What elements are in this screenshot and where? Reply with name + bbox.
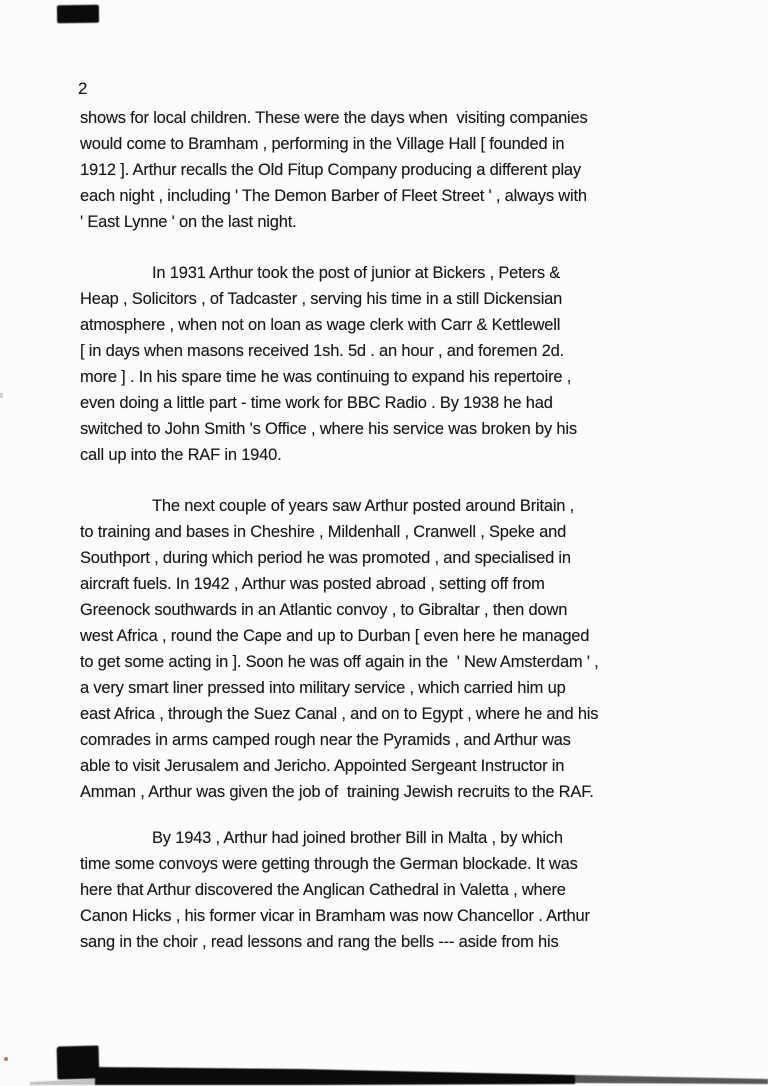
text-line: to training and bases in Cheshire , Mildenhall , Cranwell , Speke and <box>80 523 567 541</box>
paragraph <box>80 105 680 235</box>
text-line: sang in the choir , read lessons and rang the bells --- aside from his <box>80 933 559 951</box>
scan-edge-artifact <box>0 1056 768 1086</box>
paragraph <box>80 825 680 955</box>
text-line: [ in days when masons received 1sh. 5d . an hour , and foremen 2d. <box>80 342 564 360</box>
text-line: east Africa , through the Suez Canal , and on to Egypt , where he and his <box>80 705 599 723</box>
text-line: switched to John Smith 's Office , where his service was broken by his <box>80 420 577 438</box>
text-line: here that Arthur discovered the Anglican Cathedral in Valetta , where <box>80 881 566 899</box>
page-number: 2 <box>78 79 88 98</box>
document-body <box>80 105 680 955</box>
text-line: Canon Hicks , his former vicar in Bramham was now Chancellor . Arthur <box>80 907 590 925</box>
text-line: shows for local children. These were the days when visiting companies <box>80 109 588 127</box>
text-line: call up into the RAF in 1940. <box>80 446 282 464</box>
text-line: would come to Bramham , performing in the Village Hall [ founded in <box>80 135 565 153</box>
text-line: Southport , during which period he was promoted , and specialised in <box>80 549 571 567</box>
text-line: Greenock southwards in an Atlantic convoy , to Gibraltar , then down <box>80 601 568 619</box>
text-line: time some convoys were getting through the German blockade. It was <box>80 855 578 873</box>
text-line: In 1931 Arthur took the post of junior at Bickers , Peters & <box>152 264 561 282</box>
paper-speck-left-edge <box>0 393 3 398</box>
text-line: comrades in arms camped rough near the Pyramids , and Arthur was <box>80 731 571 749</box>
scan-artifact-top-left <box>57 5 99 24</box>
text-line: west Africa , round the Cape and up to Durban [ even here he managed <box>80 627 590 645</box>
text-line: ' East Lynne ' on the last night. <box>80 213 297 231</box>
text-line: Heap , Solicitors , of Tadcaster , serving his time in a still Dickensian <box>80 290 563 308</box>
text-line: each night , including ' The Demon Barber of Fleet Street ' , always with <box>80 187 587 205</box>
text-line: able to visit Jerusalem and Jericho. Appointed Sergeant Instructor in <box>80 757 565 775</box>
paragraph <box>80 260 680 468</box>
paragraph <box>80 493 680 805</box>
text-line: more ] . In his spare time he was continuing to expand his repertoire , <box>80 368 572 386</box>
text-line: to get some acting in ]. Soon he was off again in the ' New Amsterdam ' , <box>80 653 599 671</box>
text-line: aircraft fuels. In 1942 , Arthur was posted abroad , setting off from <box>80 575 545 593</box>
text-line: By 1943 , Arthur had joined brother Bill in Malta , by which <box>152 829 563 847</box>
text-line: 1912 ]. Arthur recalls the Old Fitup Company producing a different play <box>80 161 581 179</box>
text-line: a very smart liner pressed into military service , which carried him up <box>80 679 566 697</box>
text-line: The next couple of years saw Arthur posted around Britain , <box>152 497 575 515</box>
text-line: Amman , Arthur was given the job of training Jewish recruits to the RAF. <box>80 783 594 801</box>
text-line: atmosphere , when not on loan as wage clerk with Carr & Kettlewell <box>80 316 561 334</box>
text-line: even doing a little part - time work for BBC Radio . By 1938 he had <box>80 394 553 412</box>
